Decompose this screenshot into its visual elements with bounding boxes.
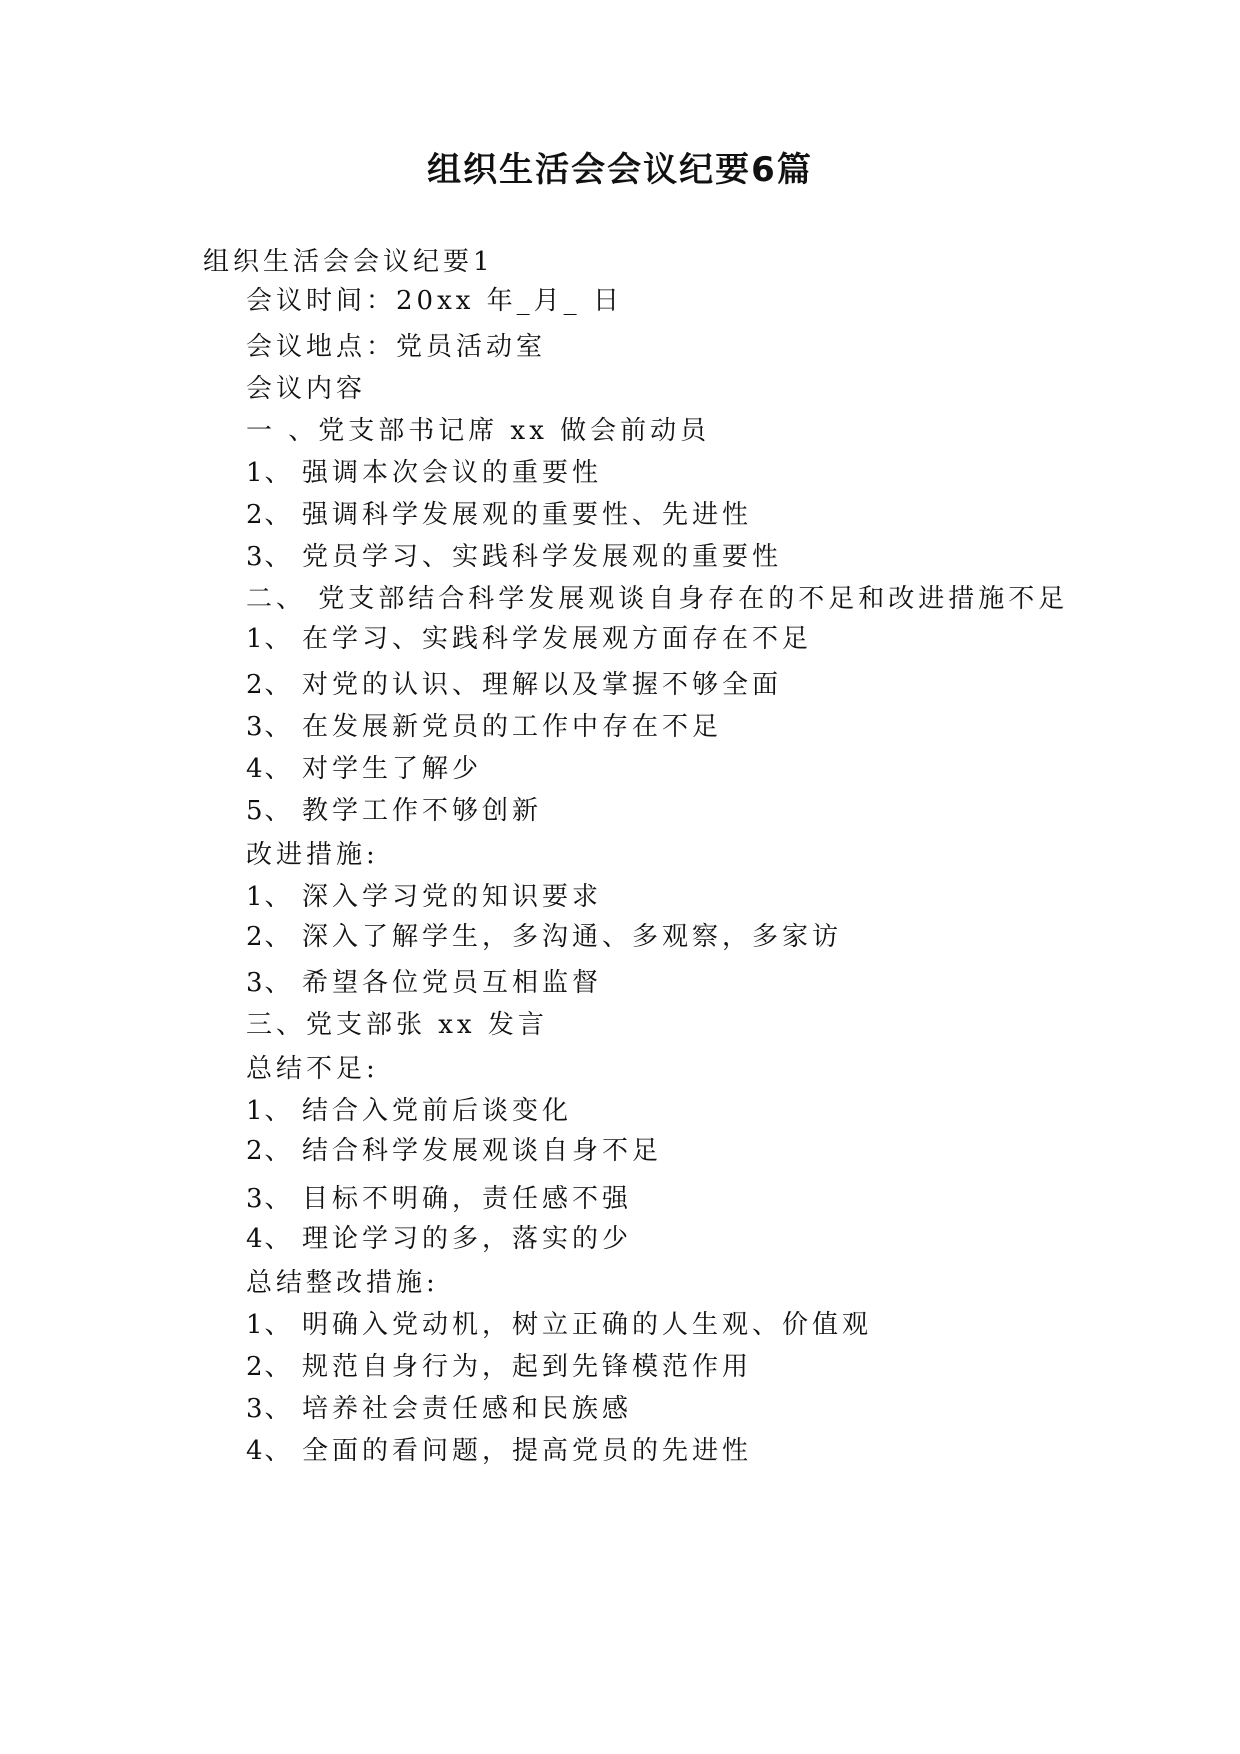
list-item-number: 1、 [246, 458, 293, 488]
list-item-text: 在学习、实践科学发展观方面存在不足 [302, 624, 813, 654]
list-item [246, 920, 842, 954]
list-item [246, 1350, 752, 1384]
list-item [246, 1222, 632, 1256]
part2-heading: 二、 党支部结合科学发展观谈自身存在的不足和改进措施不足 [246, 584, 1069, 614]
list-item [246, 1392, 632, 1426]
list-item-text: 理论学习的多，落实的少 [302, 1224, 633, 1254]
list-item-text: 明确入党动机，树立正确的人生观、价值观 [302, 1310, 873, 1340]
list-item-text: 培养社会责任感和民族感 [302, 1394, 633, 1424]
meeting-time: 会议时间：20xx 年_月_ 日 [246, 286, 623, 316]
list-item [246, 966, 602, 1000]
document-title: 组织生活会会议纪要6篇 [427, 150, 813, 190]
list-item-number: 2、 [246, 1136, 293, 1166]
list-item [246, 540, 782, 574]
list-item-text: 党员学习、实践科学发展观的重要性 [302, 542, 783, 572]
list-item-number: 1、 [246, 1310, 293, 1340]
list-item-number: 3、 [246, 1184, 293, 1214]
list-item [246, 1134, 662, 1168]
list-item-number: 5、 [246, 796, 293, 826]
list-item-number: 3、 [246, 1394, 293, 1424]
part1-heading: 一 、党支部书记席 xx 做会前动员 [246, 416, 711, 446]
list-item [246, 456, 602, 490]
list-item-text: 结合入党前后谈变化 [302, 1096, 573, 1126]
list-item-text: 在发展新党员的工作中存在不足 [302, 712, 723, 742]
list-item-number: 3、 [246, 542, 293, 572]
list-item [246, 1094, 572, 1128]
list-item [246, 1434, 752, 1468]
list-item-text: 深入了解学生，多沟通、多观察，多家访 [302, 922, 843, 952]
list-item-text: 结合科学发展观谈自身不足 [302, 1136, 663, 1166]
list-item [246, 752, 482, 786]
list-item-text: 对学生了解少 [302, 754, 483, 784]
list-item [246, 1308, 872, 1342]
measures-heading: 总结整改措施: [246, 1268, 439, 1298]
list-item [246, 498, 752, 532]
list-item-text: 教学工作不够创新 [302, 796, 543, 826]
list-item-text: 规范自身行为，起到先锋模范作用 [302, 1352, 753, 1382]
list-item-number: 3、 [246, 968, 293, 998]
list-item-number: 3、 [246, 712, 293, 742]
list-item-text: 全面的看问题，提高党员的先进性 [302, 1436, 753, 1466]
list-item-text: 对党的认识、理解以及掌握不够全面 [302, 670, 783, 700]
list-item [246, 622, 812, 656]
section-title: 组织生活会会议纪要1 [203, 247, 494, 277]
list-item-text: 深入学习党的知识要求 [302, 882, 603, 912]
list-item [246, 710, 722, 744]
list-item-number: 1、 [246, 882, 293, 912]
list-item-text: 强调本次会议的重要性 [302, 458, 603, 488]
list-item [246, 1182, 632, 1216]
list-item-number: 1、 [246, 1096, 293, 1126]
list-item-number: 4、 [246, 754, 293, 784]
list-item-number: 2、 [246, 922, 293, 952]
improve-heading: 改进措施: [246, 840, 379, 870]
list-item-text: 目标不明确，责任感不强 [302, 1184, 633, 1214]
meeting-content-heading: 会议内容 [246, 374, 367, 404]
list-item-number: 4、 [246, 1224, 293, 1254]
summary-heading: 总结不足: [246, 1054, 379, 1084]
list-item [246, 794, 542, 828]
list-item-number: 4、 [246, 1436, 293, 1466]
part3-heading: 三、党支部张 xx 发言 [246, 1010, 548, 1040]
list-item [246, 668, 782, 702]
list-item-number: 2、 [246, 1352, 293, 1382]
list-item-text: 强调科学发展观的重要性、先进性 [302, 500, 753, 530]
list-item [246, 880, 602, 914]
meeting-place: 会议地点：党员活动室 [246, 332, 547, 362]
list-item-number: 2、 [246, 670, 293, 700]
list-item-text: 希望各位党员互相监督 [302, 968, 603, 998]
list-item-number: 2、 [246, 500, 293, 530]
list-item-number: 1、 [246, 624, 293, 654]
